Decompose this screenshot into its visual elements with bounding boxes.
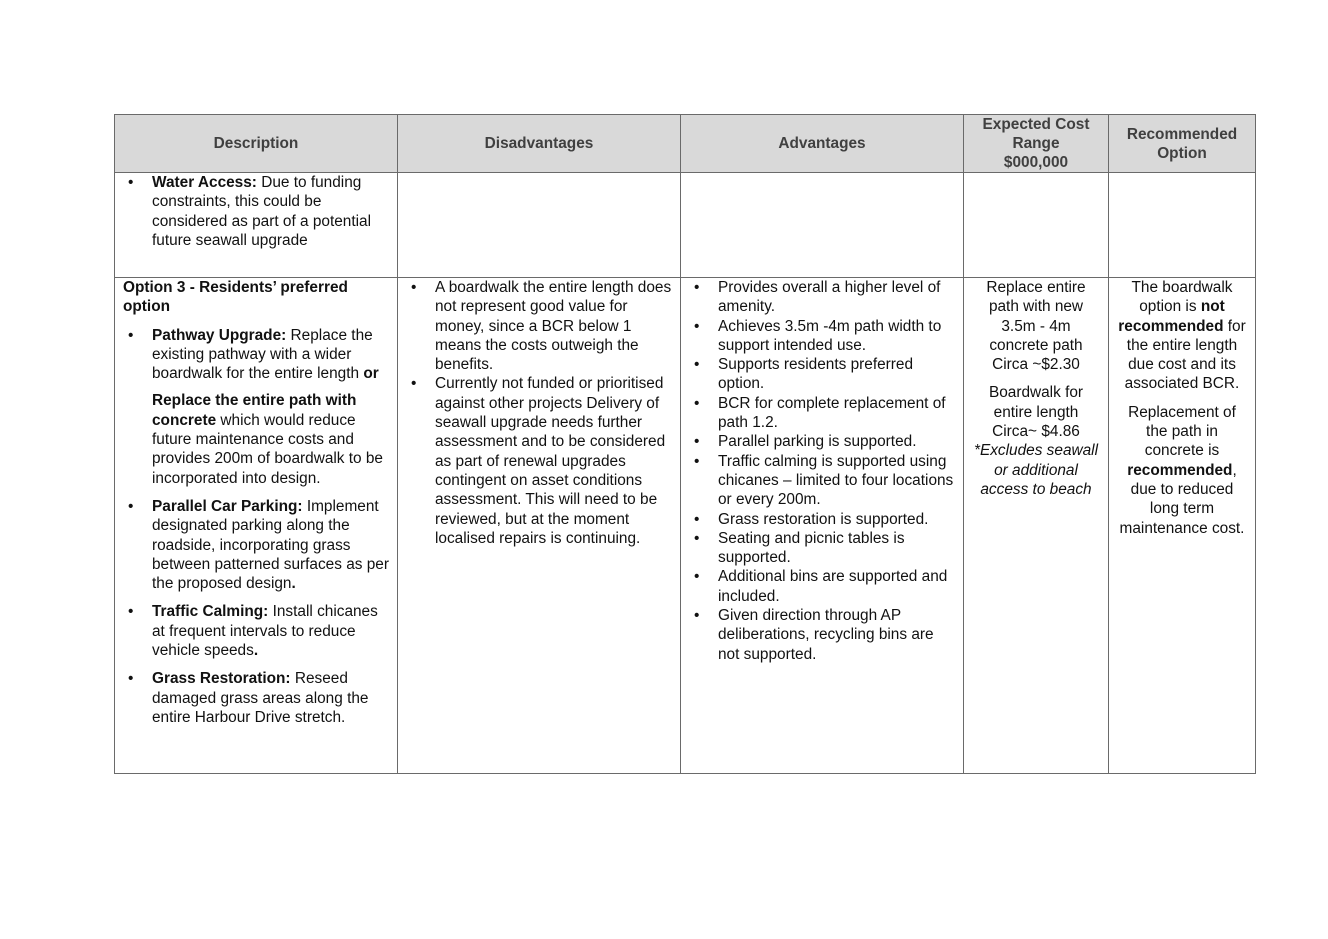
list-item [123,602,389,660]
list-item [689,394,955,433]
paragraph [972,383,1100,499]
list-item [123,497,389,593]
options-table [114,114,1256,774]
text: The boardwalk option is [1131,279,1233,316]
description-cell [115,278,398,774]
header-disadvantages: Disadvantages [398,115,681,173]
bullet-icon: • [694,394,700,412]
text: Supports residents preferred option. [718,356,914,393]
bold-text: or [363,365,379,383]
table-row [115,173,1256,278]
list-item [689,432,955,451]
disadvantages-cell [398,278,681,774]
italic-text: *Excludes seawall or additional access to beach [973,442,1099,498]
list-item [689,317,955,356]
text: A boardwalk the entire length does not represent good value for money, since a BCR below 1 means the costs outweigh the benefits. [435,279,672,374]
text: Reseed damaged grass areas along the entire Harbour Drive stretch. [152,670,369,726]
bullet-list [406,278,672,548]
list-item [689,452,955,510]
header-description: Description [115,115,398,173]
advantages-cell [681,173,964,278]
cost-cell [964,278,1109,774]
table-row [115,278,1256,774]
sub-paragraph [123,391,389,487]
bold-text: not recommended [1118,298,1225,335]
text: Provides overall a higher level of amenity. [718,279,941,316]
bold-text: Water Access: [152,174,257,191]
text: Install chicanes at frequent intervals to reduce vehicle speeds [152,603,378,660]
bullet-icon: • [128,670,134,688]
bold-text: recommended [1127,461,1233,479]
list-item [123,173,389,250]
bold-text: Replace the entire path with concrete [152,392,357,429]
text: Parallel parking is supported. [718,433,917,451]
bullet-list [689,278,955,664]
text: Grass restoration is supported. [718,510,929,528]
bold-text: Grass Restoration: [152,670,291,688]
header-line: Recommended [1126,125,1238,143]
bullet-list [123,173,389,250]
header-line: $000,000 [1003,154,1069,171]
bold-text: Pathway Upgrade: [152,326,287,344]
bullet-icon: • [694,356,700,374]
text: BCR for complete replacement of path 1.2. [718,394,946,432]
header-line: Option [1157,144,1207,162]
bullet-icon: • [694,510,700,528]
description-cell [115,173,398,278]
text: Achieves 3.5m -4m path width to support intended use. [718,317,942,354]
bullet-icon: • [694,279,700,296]
recommended-cell [1109,173,1256,278]
bullet-icon: • [128,174,134,191]
bullet-icon: • [694,433,700,451]
bullet-icon: • [128,603,134,621]
disadvantages-cell [398,173,681,278]
text: Seating and picnic tables is supported. [718,529,905,567]
list-item [123,669,389,727]
header-recommended-option [1109,115,1256,173]
text: Boardwalk for entire length Circa~ $4.86 [988,384,1084,441]
bullet-icon: • [694,317,700,335]
paragraph [972,278,1100,374]
text: Implement designated parking along the roadside, incorporating grass between patterned surfaces as per the proposed design [152,497,389,593]
text: Due to funding constraints, this could be considered as part of a potential future seawall upgrade [152,174,372,249]
paragraph [1117,278,1247,394]
text: Currently not funded or prioritised against other projects Delivery of seawall upgrade needs further assessment and to be considered as part of renewal upgrades contingent on asset conditions assessment. This will need to be reviewed, but at the moment localised repairs is continuing. [435,375,666,547]
text: for the entire length due cost and its associated BCR. [1124,317,1246,393]
list-item [123,326,389,384]
header-expected-cost [964,115,1109,173]
text: , due to reduced long term maintenance cost. [1119,461,1245,537]
list-item [689,510,955,529]
advantages-cell [681,278,964,774]
list-item [406,278,672,374]
header-advantages: Advantages [681,115,964,173]
list-item [689,606,955,664]
text: Replacement of the path in concrete is [1128,403,1236,460]
bold-text: . [291,575,296,593]
bold-text: Traffic Calming: [152,603,269,621]
header-line: Expected Cost [982,116,1090,133]
paragraph [1117,403,1247,538]
bullet-icon: • [411,279,417,296]
text: Given direction through AP deliberations, recycling bins are not supported. [718,607,934,663]
text: Replace entire path with new 3.5m - 4m concrete path Circa ~$2.30 [986,279,1086,374]
cost-cell [964,173,1109,278]
header-row [115,115,1256,173]
recommended-cell [1109,278,1256,774]
bold-text: . [253,642,259,660]
list-item [689,355,955,394]
bullet-icon: • [694,452,700,470]
bullet-icon: • [411,375,417,393]
paragraph [123,278,389,317]
list-item [689,529,955,568]
bullet-icon: • [694,568,700,586]
text: Replace the existing pathway with a wider boardwalk for the entire length [152,326,373,383]
bullet-icon: • [128,326,134,344]
list-item [689,278,955,317]
bold-text: Option 3 - Residents’ preferred option [123,279,348,316]
list-item [406,374,672,548]
bullet-icon: • [128,497,134,515]
bold-text: Parallel Car Parking: [152,497,303,515]
text: which would reduce future maintenance costs and provides 200m of boardwalk to be incorporated into design. [152,411,383,487]
bullet-list [123,326,389,728]
bullet-icon: • [694,607,700,625]
text: Traffic calming is supported using chicanes – limited to four locations or every 200m. [718,452,954,509]
bullet-icon: • [694,529,700,547]
text: Additional bins are supported and included. [718,568,948,605]
list-item [689,567,955,606]
header-line: Range [1012,135,1060,152]
